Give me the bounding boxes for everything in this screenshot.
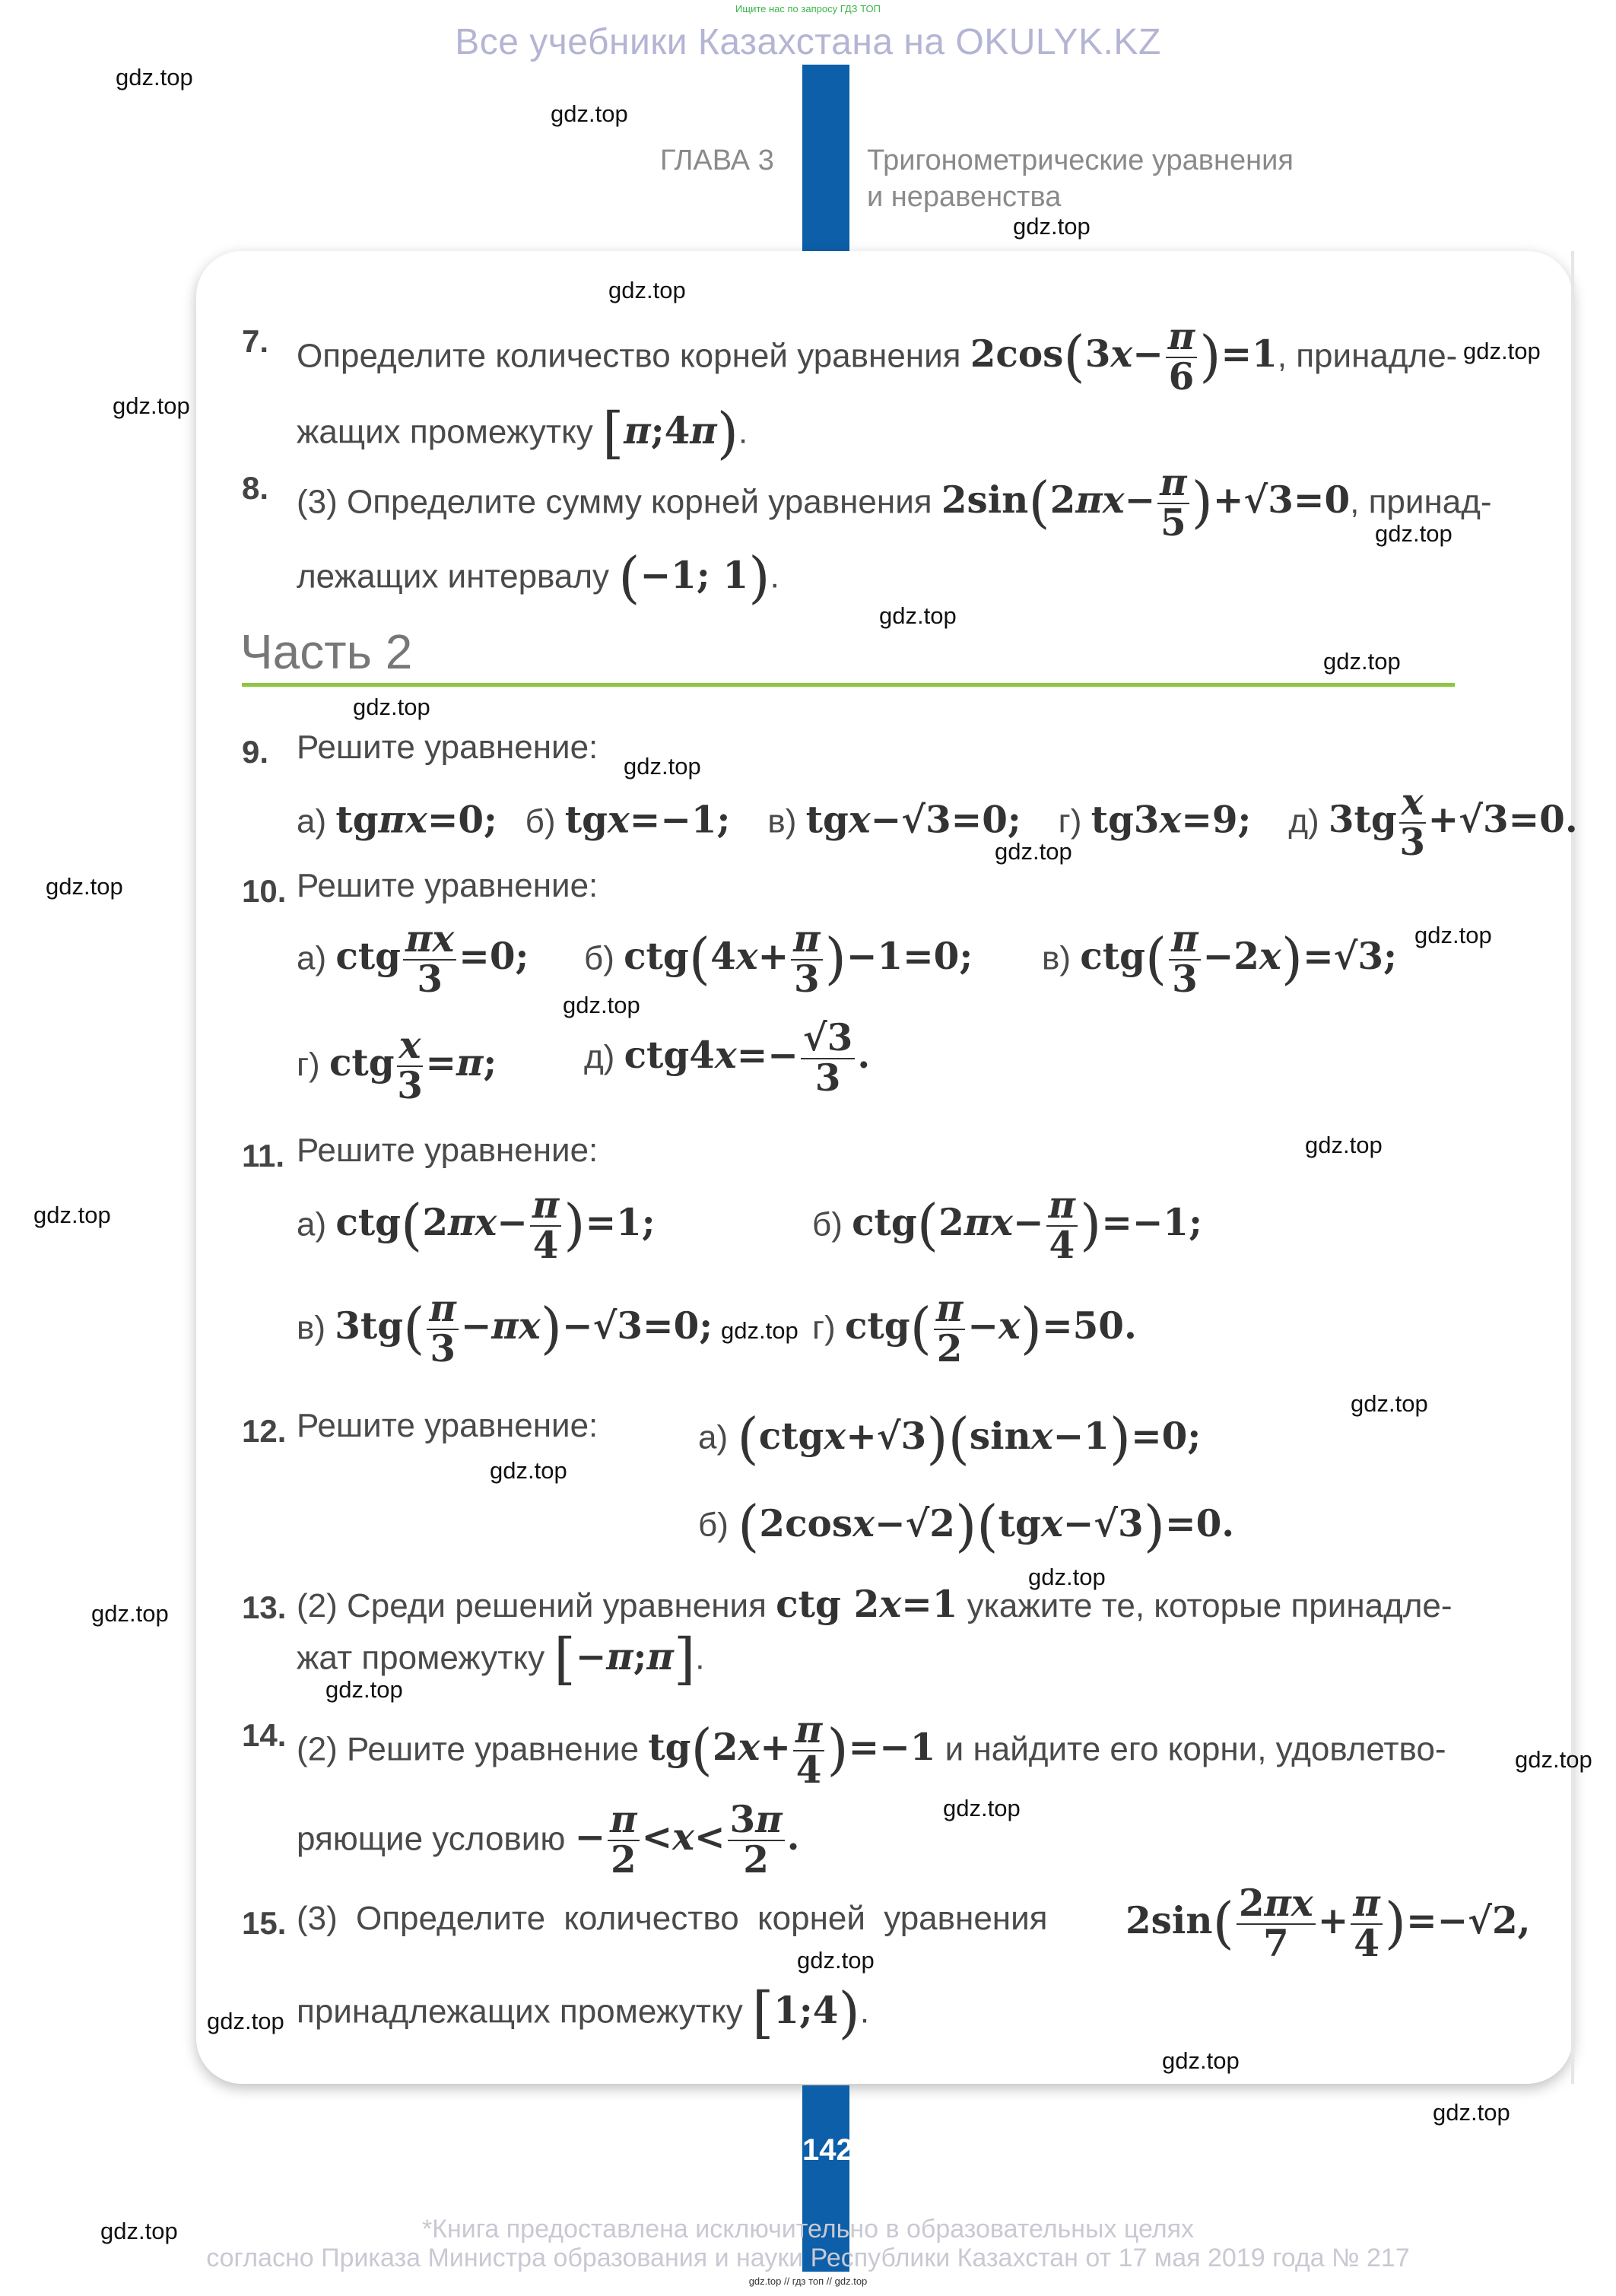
bottom-note: gdz.top // гдз топ // gdz.top <box>748 2275 868 2287</box>
item-label: в) <box>1042 939 1072 977</box>
equation: 2sin( $\frac{2\pi x}{7}$ + $\frac{\pi}{4}$ )=−√2, <box>1125 1882 1531 1965</box>
watermark-text: gdz.top <box>100 2218 178 2244</box>
footer-line2: согласно Приказа Министра образования и науки Республики Казахстан от 17 мая 2019 года № 217 <box>206 2244 1410 2272</box>
watermark-text: gdz.top <box>91 1600 169 1627</box>
interval: (−1; 1) <box>618 546 770 610</box>
watermark-text: gdz.top <box>46 873 123 900</box>
problem-text: укажите те, которые принадле- <box>967 1587 1452 1624</box>
problem-text: Решите уравнение: <box>297 1407 598 1444</box>
chapter-bar <box>802 65 849 251</box>
item-label: а) <box>698 1418 729 1456</box>
problem-text: (3) Определите сумму корней уравнения <box>297 483 932 521</box>
watermark-text: gdz.top <box>995 838 1072 865</box>
equation: ctg( $\frac{\pi}{3}$ −2x)=√3; <box>1080 918 1397 1001</box>
problem-13-line2: жат промежутку [−π;π]. <box>297 1628 705 1691</box>
item-label: в) <box>297 1309 326 1347</box>
item-label: д) <box>584 1038 615 1076</box>
watermark-text: gdz.top <box>624 753 701 780</box>
problem-number: 11. <box>242 1138 285 1173</box>
problem-13-line1 <box>297 1583 1452 1626</box>
chapter-title-line2: и неравенства <box>867 181 1062 213</box>
equation: tgx−√3=0; <box>805 799 1021 842</box>
problem-8-line1 <box>297 464 1492 543</box>
problem-11-item-a <box>297 1186 656 1265</box>
watermark-text: gdz.top <box>113 392 190 419</box>
equation: 3tg( $\frac{\pi}{3}$ −πx)−√3=0; <box>335 1288 713 1370</box>
problem-11-item-c <box>297 1290 713 1369</box>
problem-text: лежащих интервалу <box>297 557 610 595</box>
problem-15-line1 <box>297 1900 1048 1938</box>
condition: − $\frac{\pi}{2}$ <x< $\frac{3\pi}{2}$ . <box>574 1799 800 1882</box>
watermark-text: gdz.top <box>608 277 686 303</box>
watermark-text: gdz.top <box>1351 1390 1428 1417</box>
problem-number: 9. <box>242 734 269 770</box>
watermark-text: gdz.top <box>1414 922 1492 948</box>
problem-12-item-b <box>698 1494 1234 1558</box>
watermark-text: gdz.top <box>1323 648 1401 675</box>
section-title: Часть 2 <box>240 624 413 679</box>
card-edge <box>1571 251 1574 2084</box>
watermark-text: gdz.top <box>353 694 430 720</box>
item-label: в) <box>767 802 797 840</box>
watermark-text: gdz.top <box>116 64 193 91</box>
equation: ctg(2πx− $\frac{\pi}{4}$ )=1; <box>335 1184 656 1267</box>
equation: (ctgx+√3)(sinx−1)=0; <box>737 1407 1202 1471</box>
equation: 2sin(2πx− $\frac{\pi}{5}$ )+√3=0 <box>941 462 1351 545</box>
item-label: б) <box>698 1506 729 1544</box>
problem-text: (3) Определите количество корней уравнения <box>297 1900 1048 1937</box>
problem-number: 13. <box>242 1589 287 1625</box>
problem-14-line2 <box>297 1801 799 1880</box>
equation: ctg $\frac{x}{3}$ =π; <box>329 1024 497 1107</box>
problem-12-item-a <box>698 1407 1201 1471</box>
problem-9-items <box>297 783 1578 862</box>
problem-11-item-d <box>812 1290 1137 1369</box>
equation: ctg4x=− $\frac{√3}{3}$ . <box>624 1017 871 1100</box>
item-label: б) <box>525 802 556 840</box>
item-label: д) <box>1288 802 1319 840</box>
item-label: б) <box>812 1205 843 1243</box>
item-label: г) <box>812 1309 836 1347</box>
chapter-label: ГЛАВА 3 <box>660 144 774 176</box>
watermark-text: gdz.top <box>721 1317 798 1344</box>
problem-text: Определите количество корней уравнения <box>297 337 961 375</box>
problem-number: 15. <box>242 1905 287 1941</box>
problem-14-line1 <box>297 1711 1446 1790</box>
problem-15-equation <box>1125 1882 1531 1965</box>
problem-number: 14. <box>242 1717 287 1753</box>
problem-7-line2: жащих промежутку [π;4π). <box>297 402 748 465</box>
site-title[interactable]: Все учебники Казахстана на OKULYK.KZ <box>455 22 1161 62</box>
problem-text: жат промежутку <box>297 1639 545 1677</box>
equation: ctg 2x=1 <box>776 1583 958 1626</box>
problem-text: Решите уравнение: <box>297 1132 598 1169</box>
watermark-text: gdz.top <box>1305 1132 1383 1158</box>
watermark-text: gdz.top <box>1463 338 1541 364</box>
problem-text: жащих промежутку <box>297 413 593 451</box>
watermark-text: gdz.top <box>207 2008 284 2034</box>
equation: tg(2x+ $\frac{\pi}{4}$ )=−1 <box>648 1709 936 1792</box>
problem-number: 8. <box>242 470 269 506</box>
problem-number: 7. <box>242 323 269 359</box>
equation: ctg( $\frac{\pi}{2}$ −x)=50. <box>844 1288 1137 1370</box>
problem-text: , принад- <box>1350 483 1492 521</box>
problem-text: принадлежащих промежутку <box>297 1993 743 2031</box>
problem-10-item-b <box>584 920 973 999</box>
interval: [π;4π) <box>602 402 739 465</box>
problem-text: Решите уравнение: <box>297 867 598 904</box>
equation: tgx=−1; <box>564 799 731 842</box>
problem-10-item-e <box>584 1019 870 1098</box>
problem-text: (2) Среди решений уравнения <box>297 1587 767 1624</box>
problem-text: и найдите его корни, удовлетво- <box>945 1730 1446 1768</box>
watermark-text: gdz.top <box>1433 2099 1510 2126</box>
watermark-text: gdz.top <box>33 1202 111 1228</box>
watermark-text: gdz.top <box>1375 520 1452 547</box>
problem-10-item-c <box>1042 920 1397 999</box>
watermark-text: gdz.top <box>943 1795 1021 1821</box>
equation: 2cos(3x− $\frac{\pi}{6}$ )=1 <box>970 316 1278 399</box>
interval: [−π;π] <box>554 1628 696 1691</box>
problem-8-line2: лежащих интервалу (−1; 1). <box>297 546 779 610</box>
interval: [1;4) <box>751 1981 860 2045</box>
item-label: а) <box>297 802 327 840</box>
page-number: 142 <box>802 2133 853 2167</box>
equation: 3tg $\frac{x}{3}$ +√3=0. <box>1328 781 1578 864</box>
equation: tgπx=0; <box>335 799 497 842</box>
problem-number: 12. <box>242 1413 287 1449</box>
watermark-text: gdz.top <box>1013 213 1091 240</box>
watermark-text: gdz.top <box>551 100 628 127</box>
problem-10-item-d <box>297 1024 497 1107</box>
problem-text: , принадле- <box>1277 337 1458 375</box>
watermark-text: gdz.top <box>1515 1746 1592 1773</box>
top-note: Ищите нас по запросу ГДЗ ТОП <box>735 3 881 14</box>
item-label: б) <box>584 939 614 977</box>
item-label: г) <box>1058 802 1082 840</box>
watermark-text: gdz.top <box>490 1457 567 1484</box>
equation: ctg(4x+ $\frac{\pi}{3}$ )−1=0; <box>624 918 973 1001</box>
watermark-text: gdz.top <box>563 992 640 1018</box>
watermark-text: gdz.top <box>325 1676 403 1703</box>
footer-line1: *Книга предоставлена исключительно в образовательных целях <box>421 2215 1195 2244</box>
item-label: г) <box>297 1046 320 1084</box>
problem-11-item-b <box>812 1186 1202 1265</box>
problem-text: (2) Решите уравнение <box>297 1730 640 1768</box>
chapter-title-line1: Тригонометрические уравнения <box>867 144 1294 176</box>
equation: ctg $\frac{\pi x}{3}$ =0; <box>335 918 529 1001</box>
problem-15-line2: принадлежащих промежутку [1;4). <box>297 1981 870 2045</box>
problem-text: Решите уравнение: <box>297 729 598 766</box>
problem-7-line1 <box>297 318 1457 397</box>
equation: tg3x=9; <box>1091 799 1252 842</box>
watermark-text: gdz.top <box>1028 1564 1106 1590</box>
problem-number: 10. <box>242 873 287 909</box>
equation: ctg(2πx− $\frac{\pi}{4}$ )=−1; <box>852 1184 1202 1267</box>
problem-10-item-a <box>297 920 529 999</box>
watermark-text: gdz.top <box>1162 2047 1240 2074</box>
equation: (2cosx−√2)(tgx−√3)=0. <box>738 1494 1235 1558</box>
item-label: а) <box>297 939 327 977</box>
watermark-text: gdz.top <box>797 1947 875 1974</box>
problem-text: ряющие условию <box>297 1820 566 1858</box>
item-label: а) <box>297 1205 327 1243</box>
section-divider <box>242 683 1455 687</box>
watermark-text: gdz.top <box>879 602 957 629</box>
